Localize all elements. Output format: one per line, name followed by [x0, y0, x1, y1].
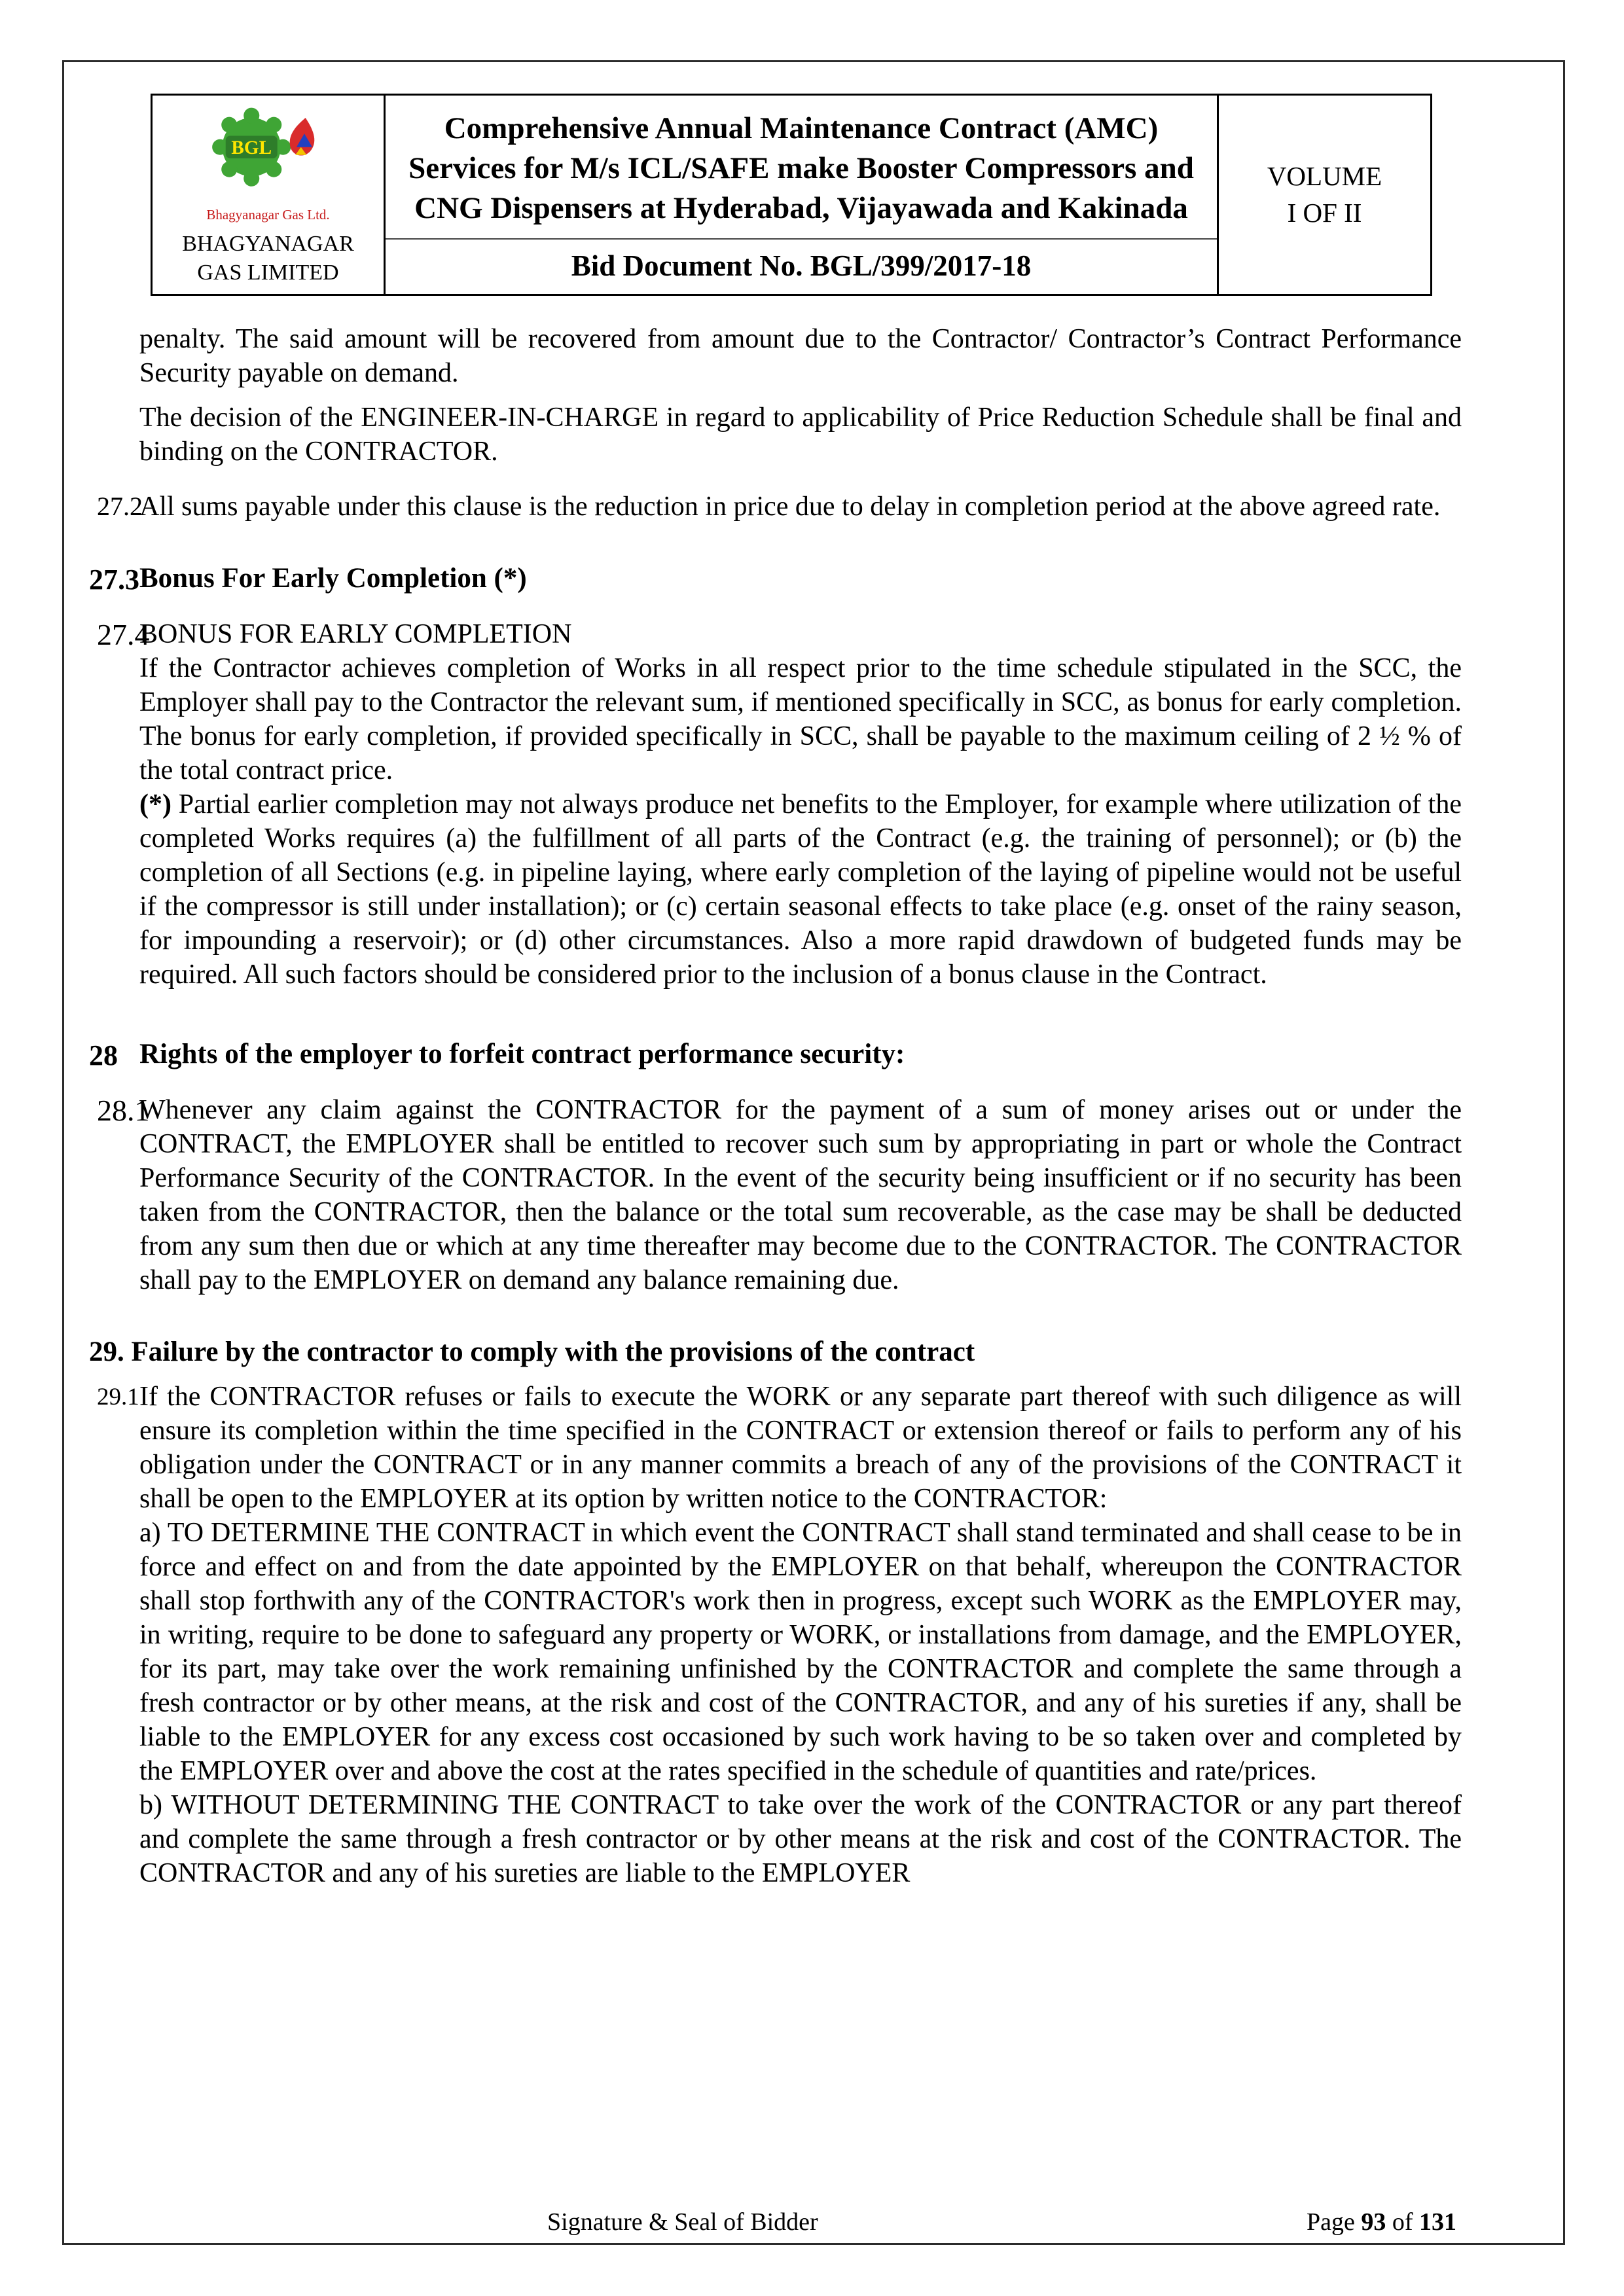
- clause-27-4: [89, 617, 1465, 992]
- clause-27-2: [89, 490, 1465, 524]
- clause-29-1: [89, 1380, 1465, 1890]
- bid-document-number: Bid Document No. BGL/399/2017-18: [571, 249, 1032, 282]
- header-logo-cell: [153, 96, 386, 294]
- org-name-line2: GAS LIMITED: [197, 260, 339, 285]
- page-current: 93: [1361, 2208, 1386, 2236]
- document-title: Comprehensive Annual Maintenance Contract (AMC) Services for M/s ICL/SAFE make Booster Compressors and CNG Dispensers at Hyderabad, Vijayawada and Kakinada: [386, 96, 1217, 240]
- page-border: [62, 60, 1565, 2245]
- clause-heading: 29. Failure by the contractor to comply with the provisions of the contract: [89, 1336, 975, 1368]
- clause-28-1: [89, 1093, 1465, 1297]
- clause-paragraph: If the Contractor achieves completion of Works in all respect prior to the time schedule stipulated in the SCC, the Employer shall pay to the Contractor the relevant sum, if mentioned specifically in SCC, as bonus for early completion. The bonus for early completion, if provided specifically in SCC, shall be payable to the maximum ceiling of 2 ½ % of the total contract price.: [139, 653, 1462, 786]
- star-marker: (*): [139, 789, 171, 820]
- clause-27-3-heading: [89, 562, 1465, 596]
- clause-number: 27.2: [97, 492, 143, 522]
- clause-paragraph-a: a) TO DETERMINE THE CONTRACT in which event the CONTRACT shall stand terminated and shall cease to be in force and effect on and from the date appointed by the EMPLOYER on that behalf, whereupon the CONTRACTOR shall stop forthwith any of the CONTRACTOR's work then in progress, except such WORK as the EMPLOYER may, in writing, require to be done to safeguard any property or WORK, or installations from damage, and the EMPLOYER, for its part, may take over the work remaining unfinished by the CONTRACTOR and complete the same through a fresh contractor or by other means, at the risk and cost of the CONTRACTOR, and any of his sureties if any, shall be liable to the EMPLOYER for any excess cost occasioned by such work having to be so taken over and completed by the EMPLOYER over and above the cost at the rates specified in the schedule of quantities and rate/prices.: [139, 1518, 1462, 1787]
- clause-29-heading: [89, 1335, 1465, 1369]
- paragraph-text: The decision of the ENGINEER-IN-CHARGE in regard to applicability of Price Reduction Schedule shall be final and binding on the CONTRACTOR.: [139, 403, 1462, 467]
- clause-content: [139, 1380, 1462, 1890]
- clause-heading: Rights of the employer to forfeit contract performance security:: [139, 1039, 905, 1070]
- page-number: [1307, 2208, 1456, 2236]
- clause-paragraph-b: b) WITHOUT DETERMINING THE CONTRACT to take over the work of the CONTRACTOR or any part thereof and complete the same through a fresh contractor or by other means at the risk and cost of the CONTRACTOR. The CONTRACTOR and any of his sureties are liable to the EMPLOYER: [139, 1790, 1462, 1889]
- page-word: Page: [1306, 2208, 1362, 2236]
- paragraph-decision: [89, 401, 1465, 469]
- clause-heading: BONUS FOR EARLY COMPLETION: [139, 619, 572, 650]
- org-name: [182, 230, 354, 287]
- document-body: [64, 322, 1465, 1890]
- page-footer: [64, 2208, 1563, 2242]
- of-word: of: [1386, 2208, 1419, 2236]
- clause-paragraph: If the CONTRACTOR refuses or fails to execute the WORK or any separate part thereof with such diligence as will ensure its completion within the time specified in the CONTRACT or extension thereof or fails to perform any of his obligation under the CONTRACT or in any manner commits a breach of any of the provisions of the CONTRACT it shall be open to the EMPLOYER at its option by written notice to the CONTRACTOR:: [139, 1382, 1462, 1515]
- clause-heading: Bonus For Early Completion (*): [139, 563, 527, 594]
- svg-text:BGL: BGL: [230, 137, 272, 158]
- header-table: [151, 94, 1432, 296]
- signature-label: Signature & Seal of Bidder: [547, 2208, 818, 2236]
- clause-number: 28.1: [97, 1094, 150, 1128]
- clause-text: All sums payable under this clause is the reduction in price due to delay in completion period at the above agreed rate.: [139, 492, 1441, 522]
- bgl-logo-icon: [200, 102, 337, 206]
- clause-number: 27.4: [97, 618, 150, 652]
- paragraph-text: penalty. The said amount will be recovered from amount due to the Contractor/ Contractor’s Contract Performance Security payable on demand.: [139, 324, 1462, 389]
- org-name-line1: BHAGYANAGAR: [182, 232, 354, 256]
- volume-line2: I OF II: [1287, 197, 1362, 228]
- paragraph-penalty: [89, 322, 1465, 390]
- clause-number: 29.1: [97, 1384, 139, 1411]
- logo-caption: Bhagyanagar Gas Ltd.: [206, 207, 330, 223]
- clause-content: [139, 617, 1462, 992]
- page-total: 131: [1419, 2208, 1456, 2236]
- clause-28-heading: [89, 1037, 1465, 1072]
- clause-number: 28: [89, 1039, 118, 1072]
- volume-label: [1217, 96, 1430, 294]
- clause-text: Whenever any claim against the CONTRACTOR for the payment of a sum of money arises out or under the CONTRACT, the EMPLOYER shall be entitled to recover such sum by appropriating in part or whole the Contract Performance Security of the CONTRACTOR. In the event of the security being insufficient or if no security has been taken from the CONTRACTOR, then the balance or the total sum recoverable, as the case may be shall be deducted from any sum then due or which at any time thereafter may become due to the CONTRACTOR. The CONTRACTOR shall pay to the EMPLOYER on demand any balance remaining due.: [139, 1095, 1462, 1296]
- clause-paragraph: [139, 787, 1462, 992]
- star-note-text: Partial earlier completion may not always produce net benefits to the Employer, for example where utilization of the completed Works requires (a) the fulfillment of all parts of the Contract (e.g. the training of personnel); or (b) the completion of all Sections (e.g. in pipeline laying, where early completion of the laying of pipeline would not be useful if the compressor is still under installation); or (c) certain seasonal effects to take place (e.g. onset of the rainy season, for impounding a reservoir); or (d) other circumstances. Also a more rapid drawdown of budgeted funds may be required. All such factors should be considered prior to the inclusion of a bonus clause in the Contract.: [139, 789, 1462, 990]
- clause-number: 27.3: [89, 564, 139, 596]
- volume-line1: VOLUME: [1267, 161, 1382, 192]
